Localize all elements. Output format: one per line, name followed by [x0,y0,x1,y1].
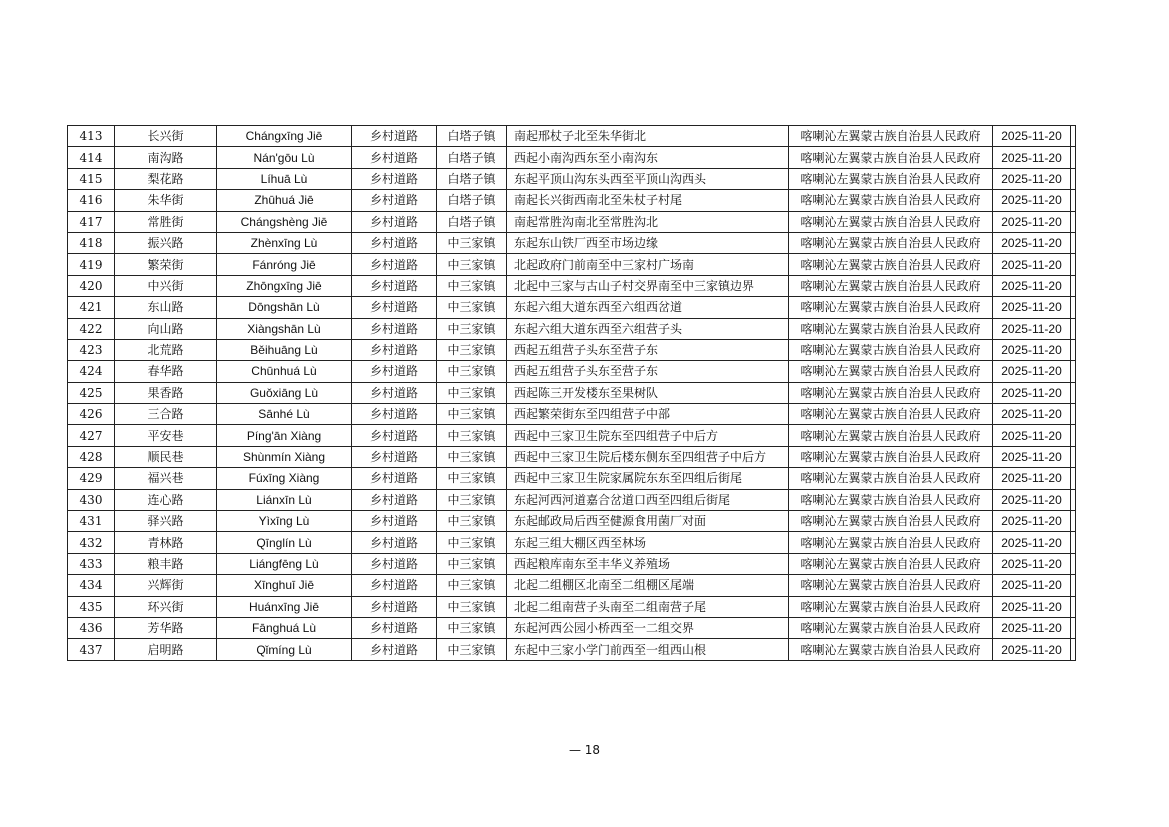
town-name: 中三家镇 [437,532,507,553]
approving-authority: 喀喇沁左翼蒙古族自治县人民政府 [789,147,993,168]
table-row [68,190,1076,211]
road-pinyin: Huánxīng Jiē [217,596,352,617]
road-type: 乡村道路 [352,318,437,339]
remark-cell [1071,468,1076,489]
road-type: 乡村道路 [352,468,437,489]
route-description: 南起长兴街西南北至朱杖子村尾 [507,190,789,211]
road-name: 中兴街 [115,275,217,296]
remark-cell [1071,190,1076,211]
road-name: 环兴街 [115,596,217,617]
approving-authority: 喀喇沁左翼蒙古族自治县人民政府 [789,254,993,275]
road-name: 粮丰路 [115,553,217,574]
remark-cell [1071,617,1076,638]
row-number: 437 [68,639,115,660]
row-number: 413 [68,126,115,147]
row-number: 424 [68,361,115,382]
table-row [68,575,1076,596]
approving-authority: 喀喇沁左翼蒙古族自治县人民政府 [789,617,993,638]
approving-authority: 喀喇沁左翼蒙古族自治县人民政府 [789,190,993,211]
remark-cell [1071,532,1076,553]
approval-date: 2025-11-20 [993,532,1071,553]
road-type: 乡村道路 [352,425,437,446]
road-pinyin: Shùnmín Xiàng [217,446,352,467]
row-number: 419 [68,254,115,275]
page-number: — 18 [568,743,601,757]
approval-date: 2025-11-20 [993,639,1071,660]
road-pinyin: Zhènxīng Lù [217,232,352,253]
route-description: 北起政府门前南至中三家村广场南 [507,254,789,275]
remark-cell [1071,639,1076,660]
road-type: 乡村道路 [352,617,437,638]
table-row [68,446,1076,467]
route-description: 西起中三家卫生院家属院东东至四组后街尾 [507,468,789,489]
route-description: 东起河西河道嘉合岔道口西至四组后街尾 [507,489,789,510]
table-row [68,489,1076,510]
row-number: 432 [68,532,115,553]
road-name: 顺民巷 [115,446,217,467]
road-name: 启明路 [115,639,217,660]
road-pinyin: Qǐmíng Lù [217,639,352,660]
route-description: 北起中三家与古山子村交界南至中三家镇边界 [507,275,789,296]
table-body [68,126,1076,661]
row-number: 436 [68,617,115,638]
road-pinyin: Guǒxiāng Lù [217,382,352,403]
road-name: 青林路 [115,532,217,553]
road-name: 连心路 [115,489,217,510]
road-names-table [67,125,1076,661]
table-row [68,339,1076,360]
remark-cell [1071,489,1076,510]
approval-date: 2025-11-20 [993,339,1071,360]
road-pinyin: Líhuā Lù [217,168,352,189]
town-name: 中三家镇 [437,318,507,339]
road-name: 朱华街 [115,190,217,211]
road-type: 乡村道路 [352,297,437,318]
remark-cell [1071,596,1076,617]
town-name: 中三家镇 [437,553,507,574]
road-type: 乡村道路 [352,147,437,168]
road-type: 乡村道路 [352,596,437,617]
approving-authority: 喀喇沁左翼蒙古族自治县人民政府 [789,211,993,232]
road-pinyin: Zhōngxīng Jiē [217,275,352,296]
road-type: 乡村道路 [352,275,437,296]
approval-date: 2025-11-20 [993,126,1071,147]
town-name: 白塔子镇 [437,168,507,189]
row-number: 435 [68,596,115,617]
row-number: 429 [68,468,115,489]
road-type: 乡村道路 [352,382,437,403]
approval-date: 2025-11-20 [993,511,1071,532]
road-name: 驿兴路 [115,511,217,532]
road-type: 乡村道路 [352,532,437,553]
road-name: 振兴路 [115,232,217,253]
town-name: 中三家镇 [437,489,507,510]
table-row [68,211,1076,232]
road-pinyin: Liángfēng Lù [217,553,352,574]
route-description: 西起中三家卫生院后楼东侧东至四组营子中后方 [507,446,789,467]
remark-cell [1071,382,1076,403]
route-description: 西起中三家卫生院东至四组营子中后方 [507,425,789,446]
road-type: 乡村道路 [352,168,437,189]
approval-date: 2025-11-20 [993,617,1071,638]
road-name: 常胜街 [115,211,217,232]
approving-authority: 喀喇沁左翼蒙古族自治县人民政府 [789,232,993,253]
remark-cell [1071,232,1076,253]
road-type: 乡村道路 [352,575,437,596]
town-name: 中三家镇 [437,275,507,296]
road-type: 乡村道路 [352,489,437,510]
route-description: 南起邢杖子北至朱华街北 [507,126,789,147]
row-number: 416 [68,190,115,211]
table-row [68,553,1076,574]
town-name: 中三家镇 [437,297,507,318]
road-name: 梨花路 [115,168,217,189]
route-description: 西起粮库南东至丰华义养殖场 [507,553,789,574]
approval-date: 2025-11-20 [993,489,1071,510]
table-row [68,511,1076,532]
road-type: 乡村道路 [352,639,437,660]
approval-date: 2025-11-20 [993,468,1071,489]
approving-authority: 喀喇沁左翼蒙古族自治县人民政府 [789,168,993,189]
road-type: 乡村道路 [352,511,437,532]
route-description: 北起二组棚区北南至二组棚区尾端 [507,575,789,596]
row-number: 414 [68,147,115,168]
remark-cell [1071,168,1076,189]
road-type: 乡村道路 [352,190,437,211]
town-name: 中三家镇 [437,254,507,275]
row-number: 431 [68,511,115,532]
approving-authority: 喀喇沁左翼蒙古族自治县人民政府 [789,318,993,339]
town-name: 中三家镇 [437,596,507,617]
remark-cell [1071,275,1076,296]
approval-date: 2025-11-20 [993,596,1071,617]
approving-authority: 喀喇沁左翼蒙古族自治县人民政府 [789,575,993,596]
row-number: 428 [68,446,115,467]
road-pinyin: Qīnglín Lù [217,532,352,553]
road-pinyin: Fúxīng Xiàng [217,468,352,489]
road-pinyin: Dōngshān Lù [217,297,352,318]
approving-authority: 喀喇沁左翼蒙古族自治县人民政府 [789,126,993,147]
road-name: 向山路 [115,318,217,339]
town-name: 中三家镇 [437,361,507,382]
road-name: 东山路 [115,297,217,318]
road-pinyin: Liánxīn Lù [217,489,352,510]
remark-cell [1071,425,1076,446]
road-type: 乡村道路 [352,232,437,253]
approval-date: 2025-11-20 [993,382,1071,403]
row-number: 421 [68,297,115,318]
road-type: 乡村道路 [352,211,437,232]
row-number: 418 [68,232,115,253]
remark-cell [1071,511,1076,532]
approving-authority: 喀喇沁左翼蒙古族自治县人民政府 [789,639,993,660]
route-description: 南起常胜沟南北至常胜沟北 [507,211,789,232]
road-pinyin: Zhūhuá Jiē [217,190,352,211]
road-type: 乡村道路 [352,361,437,382]
approving-authority: 喀喇沁左翼蒙古族自治县人民政府 [789,275,993,296]
approval-date: 2025-11-20 [993,232,1071,253]
table-row [68,532,1076,553]
road-name: 三合路 [115,404,217,425]
table-row [68,232,1076,253]
approval-date: 2025-11-20 [993,425,1071,446]
remark-cell [1071,553,1076,574]
table-row [68,404,1076,425]
road-name: 果香路 [115,382,217,403]
road-type: 乡村道路 [352,126,437,147]
town-name: 白塔子镇 [437,126,507,147]
road-type: 乡村道路 [352,446,437,467]
route-description: 东起六组大道东西至六组营子头 [507,318,789,339]
approval-date: 2025-11-20 [993,190,1071,211]
road-pinyin: Xiàngshān Lù [217,318,352,339]
route-description: 东起平顶山沟东头西至平顶山沟西头 [507,168,789,189]
remark-cell [1071,126,1076,147]
table-row [68,297,1076,318]
approving-authority: 喀喇沁左翼蒙古族自治县人民政府 [789,425,993,446]
road-type: 乡村道路 [352,404,437,425]
table-row [68,425,1076,446]
approving-authority: 喀喇沁左翼蒙古族自治县人民政府 [789,297,993,318]
town-name: 中三家镇 [437,232,507,253]
table-row [68,617,1076,638]
route-description: 东起河西公园小桥西至一二组交界 [507,617,789,638]
route-description: 东起中三家小学门前西至一组西山根 [507,639,789,660]
road-pinyin: Běihuāng Lù [217,339,352,360]
route-description: 北起二组南营子头南至二组南营子尾 [507,596,789,617]
town-name: 白塔子镇 [437,190,507,211]
approving-authority: 喀喇沁左翼蒙古族自治县人民政府 [789,553,993,574]
remark-cell [1071,318,1076,339]
remark-cell [1071,446,1076,467]
road-name: 春华路 [115,361,217,382]
row-number: 415 [68,168,115,189]
row-number: 425 [68,382,115,403]
town-name: 中三家镇 [437,425,507,446]
town-name: 白塔子镇 [437,211,507,232]
remark-cell [1071,575,1076,596]
road-pinyin: Chángshèng Jiē [217,211,352,232]
approval-date: 2025-11-20 [993,168,1071,189]
road-pinyin: Fānghuá Lù [217,617,352,638]
approval-date: 2025-11-20 [993,318,1071,339]
route-description: 西起小南沟西东至小南沟东 [507,147,789,168]
road-pinyin: Nán'gōu Lù [217,147,352,168]
town-name: 中三家镇 [437,511,507,532]
table-row [68,275,1076,296]
table-row [68,639,1076,660]
row-number: 434 [68,575,115,596]
approving-authority: 喀喇沁左翼蒙古族自治县人民政府 [789,596,993,617]
approval-date: 2025-11-20 [993,275,1071,296]
approving-authority: 喀喇沁左翼蒙古族自治县人民政府 [789,468,993,489]
approving-authority: 喀喇沁左翼蒙古族自治县人民政府 [789,511,993,532]
approving-authority: 喀喇沁左翼蒙古族自治县人民政府 [789,404,993,425]
approval-date: 2025-11-20 [993,575,1071,596]
row-number: 430 [68,489,115,510]
table-row [68,596,1076,617]
remark-cell [1071,361,1076,382]
road-pinyin: Chūnhuá Lù [217,361,352,382]
town-name: 中三家镇 [437,639,507,660]
road-type: 乡村道路 [352,254,437,275]
road-name: 福兴巷 [115,468,217,489]
road-name: 芳华路 [115,617,217,638]
approving-authority: 喀喇沁左翼蒙古族自治县人民政府 [789,361,993,382]
table-row [68,147,1076,168]
row-number: 420 [68,275,115,296]
approving-authority: 喀喇沁左翼蒙古族自治县人民政府 [789,339,993,360]
row-number: 423 [68,339,115,360]
town-name: 中三家镇 [437,617,507,638]
road-pinyin: Xīnghuī Jiē [217,575,352,596]
row-number: 417 [68,211,115,232]
remark-cell [1071,297,1076,318]
approval-date: 2025-11-20 [993,446,1071,467]
route-description: 东起六组大道东西至六组西岔道 [507,297,789,318]
table-row [68,468,1076,489]
road-type: 乡村道路 [352,339,437,360]
table-row [68,318,1076,339]
town-name: 中三家镇 [437,404,507,425]
approval-date: 2025-11-20 [993,361,1071,382]
route-description: 西起五组营子头东至营子东 [507,339,789,360]
town-name: 白塔子镇 [437,147,507,168]
row-number: 427 [68,425,115,446]
approval-date: 2025-11-20 [993,404,1071,425]
town-name: 中三家镇 [437,575,507,596]
table-row [68,126,1076,147]
town-name: 中三家镇 [437,382,507,403]
approval-date: 2025-11-20 [993,211,1071,232]
approval-date: 2025-11-20 [993,553,1071,574]
table-row [68,361,1076,382]
table-row [68,254,1076,275]
remark-cell [1071,339,1076,360]
approving-authority: 喀喇沁左翼蒙古族自治县人民政府 [789,446,993,467]
road-name: 北荒路 [115,339,217,360]
approving-authority: 喀喇沁左翼蒙古族自治县人民政府 [789,532,993,553]
road-name: 平安巷 [115,425,217,446]
remark-cell [1071,211,1076,232]
road-pinyin: Chángxīng Jiē [217,126,352,147]
remark-cell [1071,254,1076,275]
approval-date: 2025-11-20 [993,297,1071,318]
row-number: 433 [68,553,115,574]
road-name: 兴辉街 [115,575,217,596]
town-name: 中三家镇 [437,339,507,360]
route-description: 东起东山铁厂西至市场边缘 [507,232,789,253]
route-description: 西起五组营子头东至营子东 [507,361,789,382]
road-pinyin: Píng'ān Xiàng [217,425,352,446]
road-name: 南沟路 [115,147,217,168]
road-type: 乡村道路 [352,553,437,574]
row-number: 422 [68,318,115,339]
approval-date: 2025-11-20 [993,147,1071,168]
table-row [68,382,1076,403]
remark-cell [1071,404,1076,425]
route-description: 西起陈三开发楼东至果树队 [507,382,789,403]
road-name: 繁荣街 [115,254,217,275]
table-row [68,168,1076,189]
town-name: 中三家镇 [437,446,507,467]
route-description: 西起繁荣街东至四组营子中部 [507,404,789,425]
route-description: 东起邮政局后西至健源食用菌厂对面 [507,511,789,532]
approving-authority: 喀喇沁左翼蒙古族自治县人民政府 [789,382,993,403]
road-pinyin: Yìxīng Lù [217,511,352,532]
road-pinyin: Sānhé Lù [217,404,352,425]
row-number: 426 [68,404,115,425]
road-name: 长兴街 [115,126,217,147]
route-description: 东起三组大棚区西至林场 [507,532,789,553]
approval-date: 2025-11-20 [993,254,1071,275]
approving-authority: 喀喇沁左翼蒙古族自治县人民政府 [789,489,993,510]
road-pinyin: Fánróng Jiē [217,254,352,275]
town-name: 中三家镇 [437,468,507,489]
remark-cell [1071,147,1076,168]
